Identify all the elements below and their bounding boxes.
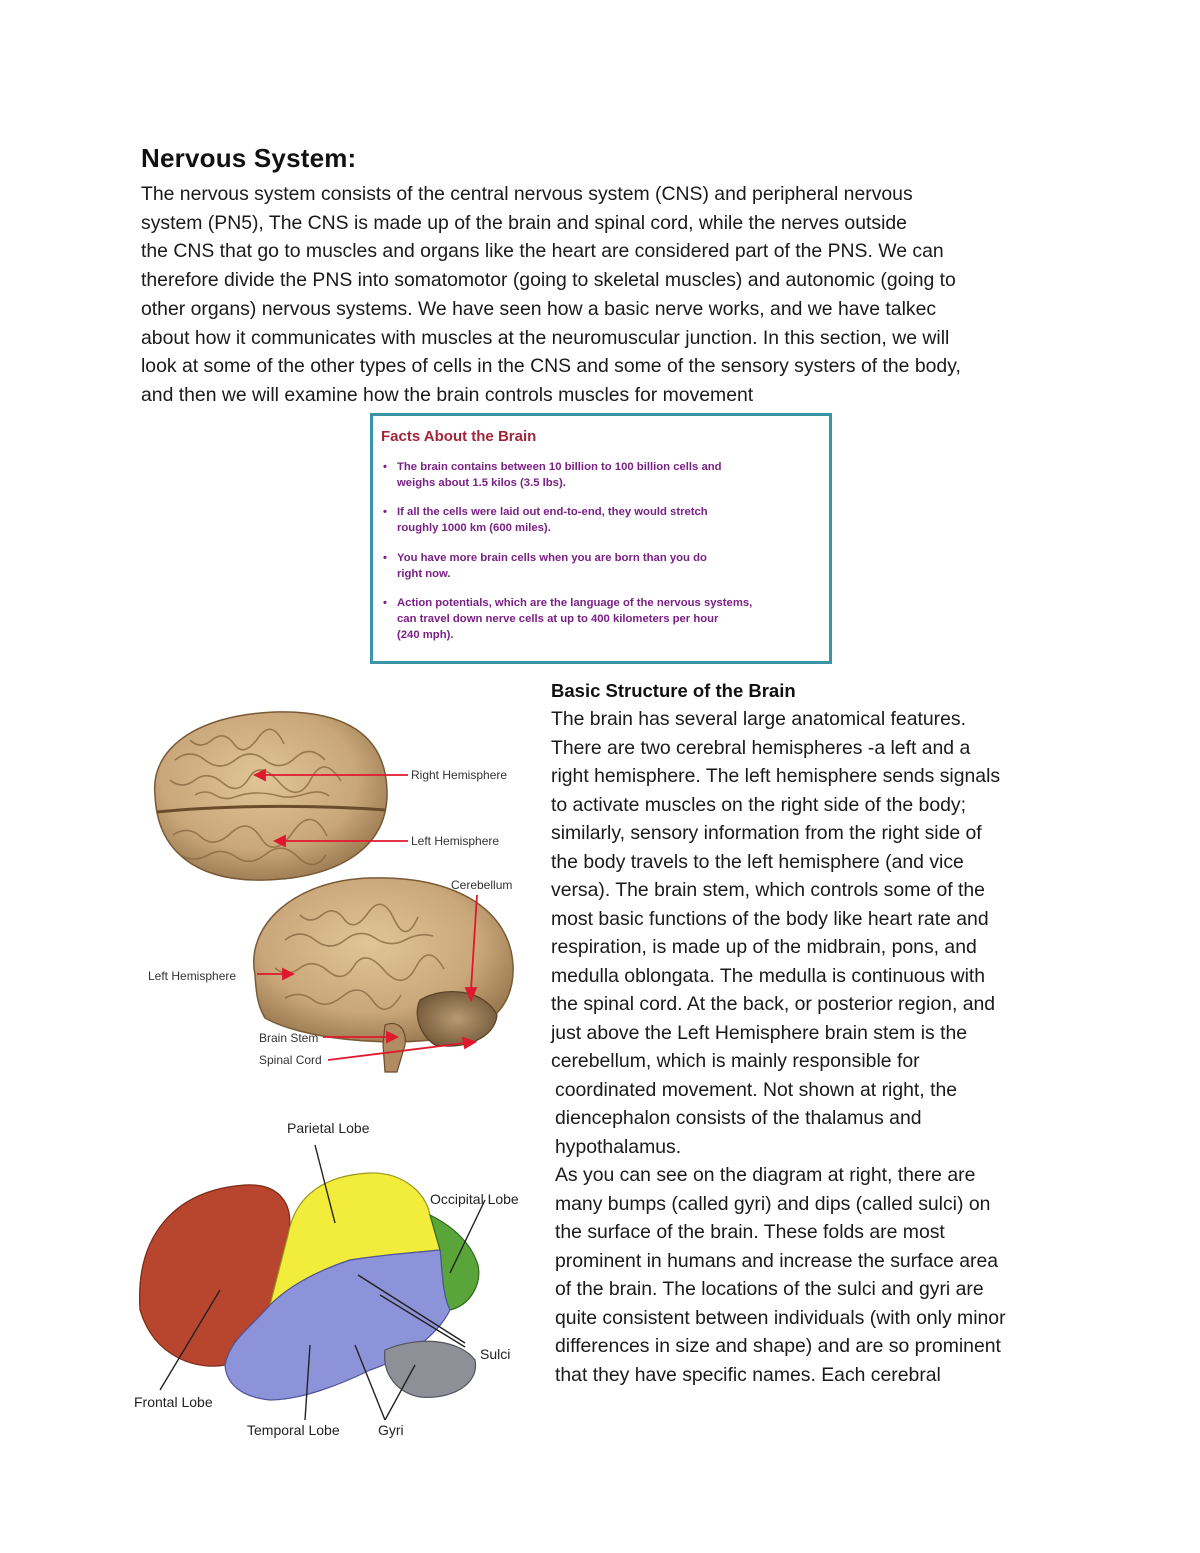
body-line: the spinal cord. At the back, or posterior region, and <box>551 993 996 1015</box>
facts-list <box>383 460 813 657</box>
body-line: The brain has several large anatomical features. <box>551 708 966 730</box>
body-line: cerebellum, which is mainly responsible for <box>551 1050 920 1072</box>
body-line: to activate muscles on the right side of the body; <box>551 793 966 816</box>
fact-item: • The brain contains between 10 billion to 100 billion cells and weighs about 1.5 kilos (3.5 lbs). <box>383 461 722 489</box>
bullet-icon: • <box>383 551 387 564</box>
body-line: just above the Left Hemisphere brain stem is the <box>551 1021 968 1044</box>
cerebellum-shape <box>385 1341 476 1397</box>
bullet-icon: • <box>383 461 387 473</box>
label-sulci: Sulci <box>480 1346 511 1362</box>
intro-line: the CNS that go to muscles and organs like the heart are considered part of the PNS. We can <box>141 240 944 263</box>
intro-line: look at some of the other types of cells in the CNS and some of the sensory systers of the body, <box>141 355 961 378</box>
body-line: differences in size and shape) and are so prominent <box>555 1335 1001 1357</box>
body-line: most basic functions of the body like heart rate and <box>551 907 989 930</box>
intro-paragraph <box>141 180 1081 410</box>
label-temporal-lobe: Temporal Lobe <box>247 1422 340 1438</box>
body-line: There are two cerebral hemispheres -a left and a <box>551 736 971 759</box>
brain-lobes-figure <box>130 1115 540 1445</box>
brain-lobes-diagram <box>130 1115 540 1445</box>
body-line: respiration, is made up of the midbrain, pons, and <box>551 936 977 958</box>
body-line: the surface of the brain. These folds are most <box>555 1221 945 1243</box>
body-line: prominent in humans and increase the surface area <box>555 1249 999 1272</box>
label-left-hemisphere-top: Left Hemisphere <box>411 834 500 848</box>
page-title: Nervous System: <box>141 143 357 173</box>
bullet-icon: • <box>383 597 387 610</box>
brain-structure-section <box>551 677 1071 1389</box>
label-cerebellum: Cerebellum <box>451 878 513 892</box>
body-line: hypothalamus. <box>555 1135 682 1158</box>
fact-item: • If all the cells were laid out end-to-end, they would stretch roughly 1000 km (600 miles). <box>383 506 708 535</box>
body-line: versa). The brain stem, which controls some of the <box>551 879 985 901</box>
intro-line: about how it communicates with muscles at the neuromuscular junction. In this section, we will <box>141 326 950 349</box>
body-line: diencephalon consists of the thalamus and <box>555 1107 922 1129</box>
body-line: many bumps (called gyri) and dips (called sulci) on <box>555 1192 991 1215</box>
bullet-icon: • <box>383 506 387 519</box>
section-heading: Basic Structure of the Brain <box>551 680 796 701</box>
facts-box-title: Facts About the Brain <box>381 428 537 445</box>
label-left-hemisphere-side: Left Hemisphere <box>148 969 237 983</box>
brain-top-view <box>155 712 387 880</box>
brain-anatomy-figure <box>135 700 535 1080</box>
label-gyri: Gyri <box>378 1422 404 1438</box>
body-line: medulla oblongata. The medulla is continuous with <box>551 964 986 987</box>
brain-facts-box <box>370 413 832 664</box>
intro-line: and then we will examine how the brain controls muscles for movement <box>141 383 754 406</box>
label-frontal-lobe: Frontal Lobe <box>134 1394 213 1410</box>
brain-anatomy-diagram <box>135 700 535 1080</box>
fact-item: • You have more brain cells when you are born than you do right now. <box>383 551 707 580</box>
body-line: of the brain. The locations of the sulci and gyri are <box>555 1278 984 1300</box>
intro-line: The nervous system consists of the central nervous system (CNS) and peripheral nervous <box>141 183 913 205</box>
body-line: that they have specific names. Each cerebral <box>555 1363 941 1386</box>
body-line: right hemisphere. The left hemisphere sends signals <box>551 765 1001 787</box>
intro-line: therefore divide the PNS into somatomotor (going to skeletal muscles) and autonomic (going to <box>141 269 956 292</box>
label-brain-stem: Brain Stem <box>259 1031 319 1045</box>
body-line: As you can see on the diagram at right, there are <box>555 1164 976 1186</box>
label-parietal-lobe: Parietal Lobe <box>287 1120 370 1136</box>
body-line: quite consistent between individuals (with only minor <box>555 1306 1006 1329</box>
label-occipital-lobe: Occipital Lobe <box>430 1191 519 1207</box>
intro-line: other organs) nervous systems. We have seen how a basic nerve works, and we have talkec <box>141 297 937 320</box>
label-right-hemisphere: Right Hemisphere <box>411 768 508 782</box>
body-line: similarly, sensory information from the right side of <box>551 822 982 844</box>
body-line: the body travels to the left hemisphere (and vice <box>551 850 964 873</box>
label-spinal-cord: Spinal Cord <box>259 1053 322 1067</box>
intro-line: system (PN5), The CNS is made up of the brain and spinal cord, while the nerves outside <box>141 211 907 234</box>
fact-item: • Action potentials, which are the language of the nervous systems, can travel down nerve cells at up to 400 kilometers per hour (240 mph). <box>383 597 753 641</box>
body-line: coordinated movement. Not shown at right, the <box>555 1078 958 1101</box>
